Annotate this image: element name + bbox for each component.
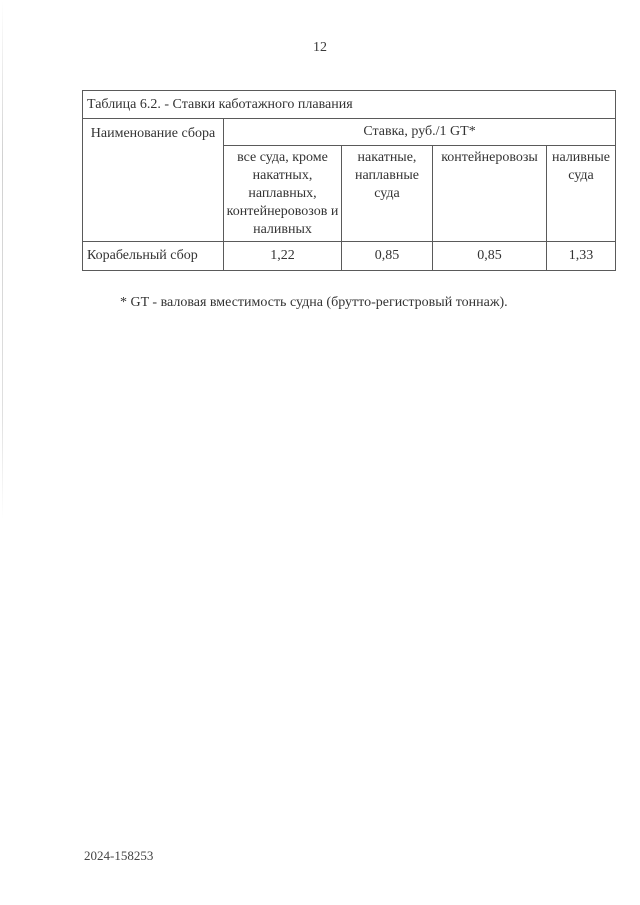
cell-value: 0,85 — [433, 242, 547, 271]
scan-edge-line — [2, 0, 3, 520]
rates-table-container — [82, 90, 615, 271]
cell-value: 1,22 — [224, 242, 342, 271]
row-label-ship-fee: Корабельный сбор — [83, 242, 224, 271]
column-header-name: Наименование сбора — [83, 119, 224, 242]
subheader-container-ships: контейнеровозы — [433, 146, 547, 242]
page-number: 12 — [313, 40, 327, 55]
table-caption: Таблица 6.2. - Ставки каботажного плавания — [83, 91, 616, 119]
rates-table — [82, 90, 616, 271]
subheader-roll-on-float-on: накатные, наплавные суда — [342, 146, 433, 242]
subheader-tankers: наливные суда — [547, 146, 616, 242]
table-row — [83, 242, 616, 271]
table-header-row — [83, 119, 616, 146]
document-number: 2024-158253 — [84, 848, 154, 863]
subheader-all-vessels: все суда, кроме накатных, наплавных, контейнеровозов и наливных — [224, 146, 342, 242]
cell-value: 0,85 — [342, 242, 433, 271]
column-header-rate: Ставка, руб./1 GT* — [224, 119, 616, 146]
cell-value: 1,33 — [547, 242, 616, 271]
footnote: * GT - валовая вместимость судна (брутто-регистровый тоннаж). — [120, 295, 508, 310]
table-caption-row — [83, 91, 616, 119]
